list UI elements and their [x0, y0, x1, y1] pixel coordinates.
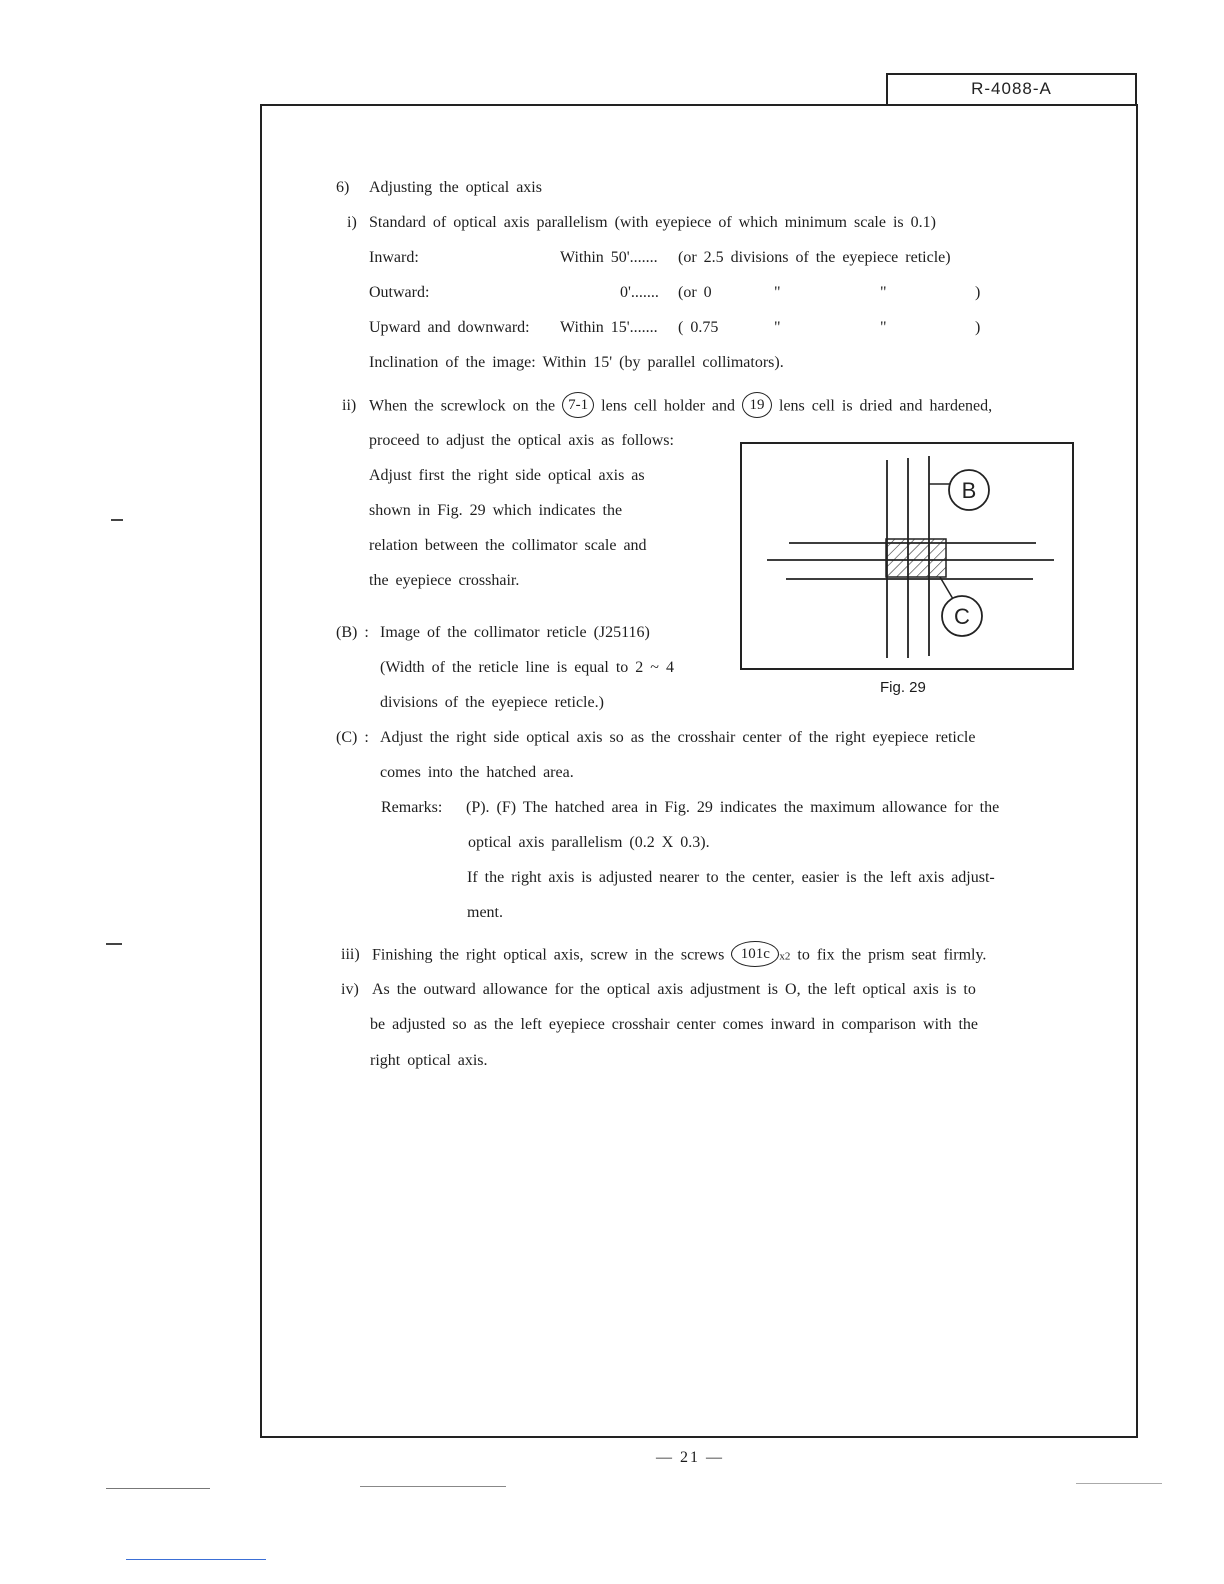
callout-b-text: B — [961, 478, 977, 503]
step-ii-line: proceed to adjust the optical axis as follows: — [369, 432, 674, 449]
part-7-1-callout: 7-1 — [562, 392, 594, 418]
part-19-callout: 19 — [742, 392, 772, 418]
spec-outward-detail: (or 0 — [678, 284, 712, 301]
remarks-line: If the right axis is adjusted nearer to the center, easier is the left axis adjust- — [467, 869, 995, 886]
step-ii-line: the eyepiece crosshair. — [369, 572, 520, 589]
scan-mark — [111, 519, 123, 521]
step-iii-line — [372, 945, 986, 967]
section-number: 6) — [336, 179, 350, 196]
reticle-diagram — [742, 444, 1076, 672]
step-ii-line: relation between the collimator scale and — [369, 537, 647, 554]
item-c-line: comes into the hatched area. — [380, 764, 574, 781]
scan-mark — [1076, 1483, 1162, 1484]
figure-29 — [740, 442, 1074, 670]
figure-caption: Fig. 29 — [880, 679, 926, 696]
remarks-line: ment. — [467, 904, 503, 921]
step-ii-first-line — [369, 396, 992, 418]
item-c-line: Adjust the right side optical axis so as the crosshair center of the right eyepiece reticle — [380, 729, 976, 746]
page-number: — 21 — — [656, 1449, 724, 1466]
remarks-line: (P). (F) The hatched area in Fig. 29 indicates the maximum allowance for the — [466, 799, 1000, 816]
spec-vertical-value: Within 15'....... — [560, 319, 658, 336]
spec-outward-value: 0'....... — [620, 284, 659, 301]
spec-vertical-ditto-2: " — [880, 319, 887, 336]
item-b-line: (Width of the reticle line is equal to 2 ~ 4 — [380, 659, 674, 676]
step-i-label: i) — [347, 214, 357, 231]
spec-inward-detail: (or 2.5 divisions of the eyepiece reticle) — [678, 249, 951, 266]
step-ii-post-text: lens cell is dried and hardened, — [779, 397, 993, 415]
document-code: R-4088-A — [971, 79, 1052, 98]
spec-outward-close: ) — [975, 284, 981, 301]
step-iii-pre-text: Finishing the right optical axis, screw in the screws — [372, 946, 725, 964]
leader-line-c — [940, 577, 953, 599]
step-iv-label: iv) — [341, 981, 359, 998]
spec-inclination: Inclination of the image: Within 15' (by parallel collimators). — [369, 354, 784, 371]
scan-mark — [360, 1486, 506, 1487]
spec-outward-name: Outward: — [369, 284, 430, 301]
scan-mark — [126, 1559, 266, 1560]
remarks-label: Remarks: — [381, 799, 443, 816]
step-iv-line: As the outward allowance for the optical axis adjustment is O, the left optical axis is to — [372, 981, 976, 998]
step-ii-label: ii) — [342, 397, 357, 414]
step-ii-line: shown in Fig. 29 which indicates the — [369, 502, 623, 519]
spec-vertical-detail: ( 0.75 — [678, 319, 719, 336]
step-i-text: Standard of optical axis parallelism (with eyepiece of which minimum scale is 0.1) — [369, 214, 936, 231]
item-b-label: (B) : — [336, 624, 369, 641]
step-ii-line: Adjust first the right side optical axis as — [369, 467, 645, 484]
spec-inward-name: Inward: — [369, 249, 419, 266]
step-ii-pre-text: When the screwlock on the — [369, 397, 556, 415]
item-c-label: (C) : — [336, 729, 369, 746]
scan-mark — [106, 1488, 210, 1489]
hatched-area — [886, 539, 946, 577]
quantity-multiplier: x2 — [779, 950, 791, 963]
spec-vertical-name: Upward and downward: — [369, 319, 530, 336]
step-iii-label: iii) — [341, 946, 360, 963]
spec-vertical-close: ) — [975, 319, 981, 336]
document-code-box — [886, 73, 1137, 106]
callout-c-text: C — [954, 604, 970, 629]
remarks-line: optical axis parallelism (0.2 X 0.3). — [468, 834, 710, 851]
step-iv-line: be adjusted so as the left eyepiece crosshair center comes inward in comparison with the — [370, 1016, 979, 1033]
spec-outward-ditto-2: " — [880, 284, 887, 301]
item-b-line: divisions of the eyepiece reticle.) — [380, 694, 604, 711]
item-b-line: Image of the collimator reticle (J25116) — [380, 624, 650, 641]
step-iv-line: right optical axis. — [370, 1052, 488, 1069]
spec-vertical-ditto-1: " — [774, 319, 781, 336]
part-101c-callout: 101c — [731, 941, 779, 967]
section-title: Adjusting the optical axis — [369, 179, 542, 196]
step-ii-mid-text: lens cell holder and — [601, 397, 735, 415]
spec-outward-ditto-1: " — [774, 284, 781, 301]
spec-inward-value: Within 50'....... — [560, 249, 658, 266]
scan-mark — [106, 943, 122, 945]
step-iii-post-text: to fix the prism seat firmly. — [797, 946, 987, 964]
